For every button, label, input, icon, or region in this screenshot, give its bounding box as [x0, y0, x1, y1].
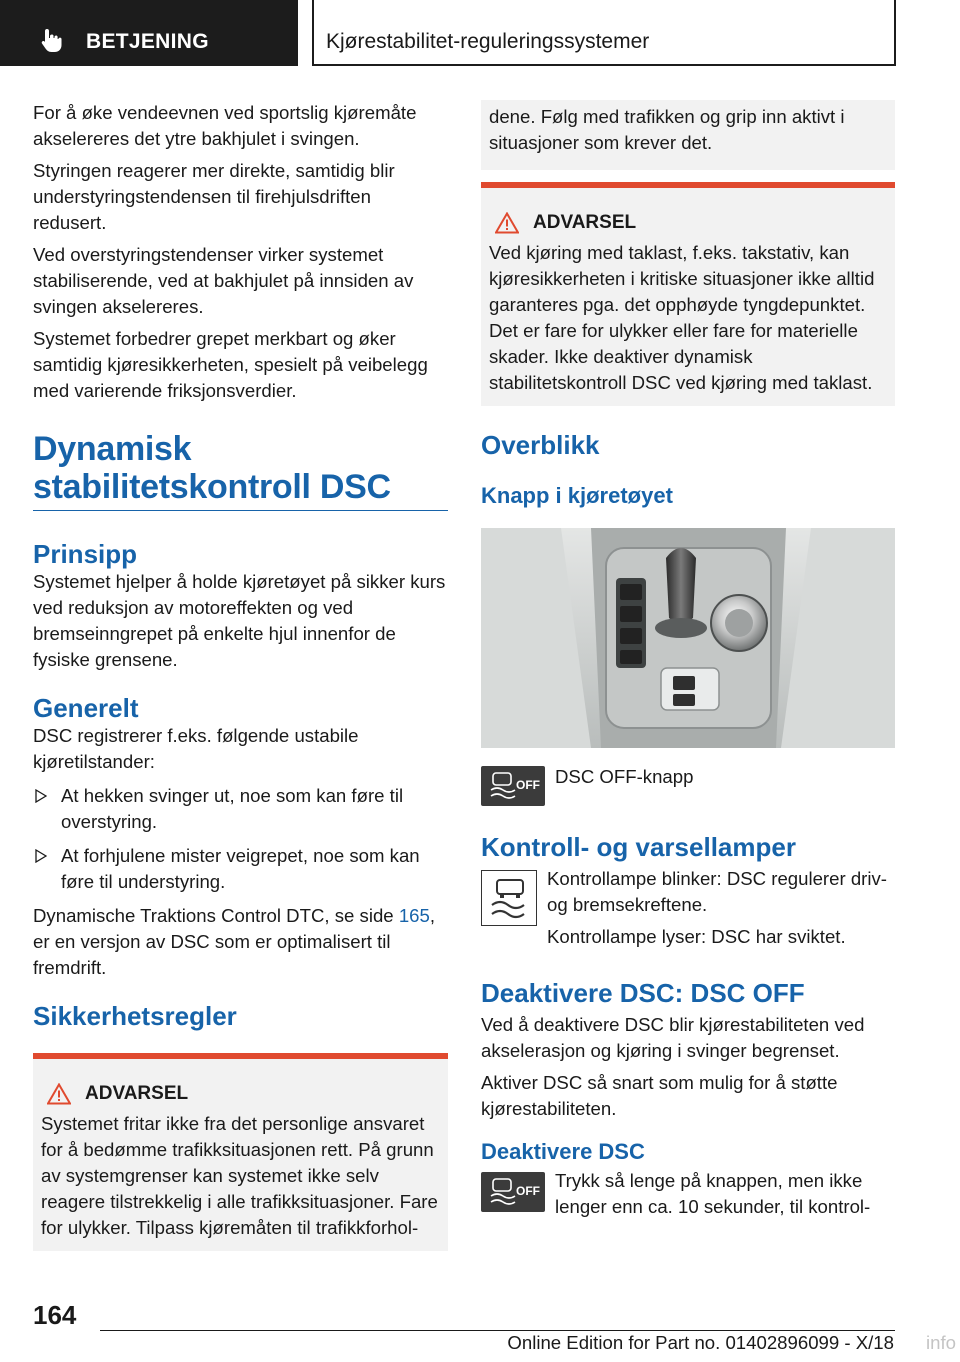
heading-deaktivere-sub: Deaktivere DSC: [481, 1139, 645, 1164]
heading-knapp: Knapp i kjøretøyet: [481, 483, 673, 508]
watermark-text: info: [926, 1332, 956, 1353]
main-heading-line2: stabilitetskontroll DSC: [33, 468, 391, 506]
paragraph: Kontrollampe blinker: DSC regulerer driv- og bremsekreftene.: [547, 868, 887, 915]
left-column: [33, 100, 448, 1251]
warning-triangle-icon: [47, 1083, 71, 1105]
right-column: [481, 100, 895, 1226]
heading-deaktivere: Deaktivere DSC: DSC OFF: [481, 978, 805, 1008]
warning-label: ADVARSEL: [85, 1083, 189, 1104]
section-label: BETJENING: [86, 30, 209, 53]
warning-box: [481, 182, 895, 406]
dsc-button-label: DSC OFF-knapp: [555, 766, 694, 787]
bullet-list: [33, 783, 448, 895]
warning-text: Ved kjøring med taklast, f.eks. takstativ, kan kjøresikkerheten i kritiske situasjoner ikke alltid garanteres pga. det opphøyde tyngdepunktet. Det er fare for ulykker eller fare for materielle skader. Ikke deaktiver dynamisk stabilitetskontroll DSC ved kjøring med taklast.: [489, 242, 875, 393]
paragraph: Styringen reagerer mer direkte, samtidig blir understyringstendensen til firehjulsdriften redusert.: [33, 160, 395, 233]
warning-label: ADVARSEL: [533, 212, 637, 233]
main-heading-line1: Dynamisk: [33, 430, 192, 468]
paragraph: Ved overstyringstendenser virker systemet stabiliserende, ved at bakhjulet på innsiden av svingen akselereres.: [33, 244, 414, 317]
dsc-button-legend: [481, 766, 895, 806]
lamp-legend: [481, 870, 895, 956]
list-item: At forhjulene mister veigrepet, noe som kan føre til understyring.: [33, 843, 448, 895]
triangle-bullet-icon: [35, 789, 47, 803]
triangle-bullet-icon: [35, 849, 47, 863]
warning-triangle-icon: [495, 212, 519, 234]
paragraph: Ved å deaktivere DSC blir kjørestabiliteten ved akselerasjon og kjøring i svinger begrenset.: [481, 1014, 865, 1061]
heading-sikkerhetsregler: Sikkerhetsregler: [33, 1001, 237, 1031]
heading-overblikk: Overblikk: [481, 430, 600, 460]
page-footer: [0, 1290, 960, 1362]
paragraph: For å øke vendeevnen ved sportslig kjøremåte akselereres det ytre bakhjulet i svingen.: [33, 102, 417, 149]
warning-box-continued: [481, 100, 895, 170]
paragraph: Kontrollampe lyser: DSC har sviktet.: [547, 926, 846, 947]
paragraph: Systemet hjelper å holde kjøretøyet på sikker kurs ved reduksjon av motoreffekten og ved bremseinngrepet på enkelte hjul innenfor de fysiske grensene.: [33, 571, 446, 670]
center-console-illustration: [481, 528, 895, 748]
chapter-label: Kjørestabilitet-reguleringssystemer: [326, 30, 650, 53]
hand-pointer-icon: [38, 26, 66, 54]
page-number: 164: [33, 1300, 77, 1330]
dsc-off-button-icon: OFF: [481, 766, 545, 806]
footer-rule: [100, 1330, 895, 1331]
section-tab: [0, 0, 298, 66]
page-link[interactable]: 165: [398, 905, 430, 926]
center-console-photo: [481, 528, 895, 748]
heading-kontroll: Kontroll- og varsellamper: [481, 832, 796, 862]
warning-box: [33, 1053, 448, 1251]
warning-header: [489, 212, 887, 234]
main-heading: [33, 430, 448, 511]
warning-header: [41, 1083, 440, 1105]
dsc-off-button-icon: OFF: [481, 1172, 545, 1212]
lamp-descriptions: [547, 866, 895, 956]
paragraph: Trykk så lenge på knappen, men ikke lenger enn ca. 10 sekunder, til kontrol-: [555, 1170, 871, 1217]
paragraph: Systemet forbedrer grepet merkbart og øker samtidig kjøresikkerheten, spesielt på veibelegg med varierende friksjonsverdier.: [33, 328, 428, 401]
warning-text: dene. Følg med trafikken og grip inn aktivt i situasjoner som krever det.: [489, 106, 845, 153]
warning-text: Systemet fritar ikke fra det personlige ansvaret for å bedømme trafikksituasjonen rett. På grunn av systemgrenser kan systemet ikke selv reagere tilstrekkelig i alle trafikksituasjoner. Fare for ulykker. Tilpass kjøremåten til trafikkforhol-: [41, 1113, 438, 1238]
paragraph-dtc: Dynamische Traktions Control DTC, se side 165, er en versjon av DSC som er optimalisert til fremdrift.: [33, 905, 436, 978]
heading-prinsipp: Prinsipp: [33, 539, 138, 569]
edition-text: Online Edition for Part no. 01402896099 - X/18: [507, 1332, 894, 1353]
heading-generelt: Generelt: [33, 693, 139, 723]
paragraph: Aktiver DSC så snart som mulig for å støtte kjørestabiliteten.: [481, 1072, 838, 1119]
deactivate-instruction: [481, 1172, 895, 1226]
chapter-tab: [312, 0, 896, 66]
dsc-warning-lamp-icon: [481, 870, 537, 926]
list-item: At hekken svinger ut, noe som kan føre til overstyring.: [33, 783, 448, 835]
page-header: [0, 0, 960, 66]
paragraph: DSC registrerer f.eks. følgende ustabile kjøretilstander:: [33, 725, 359, 772]
